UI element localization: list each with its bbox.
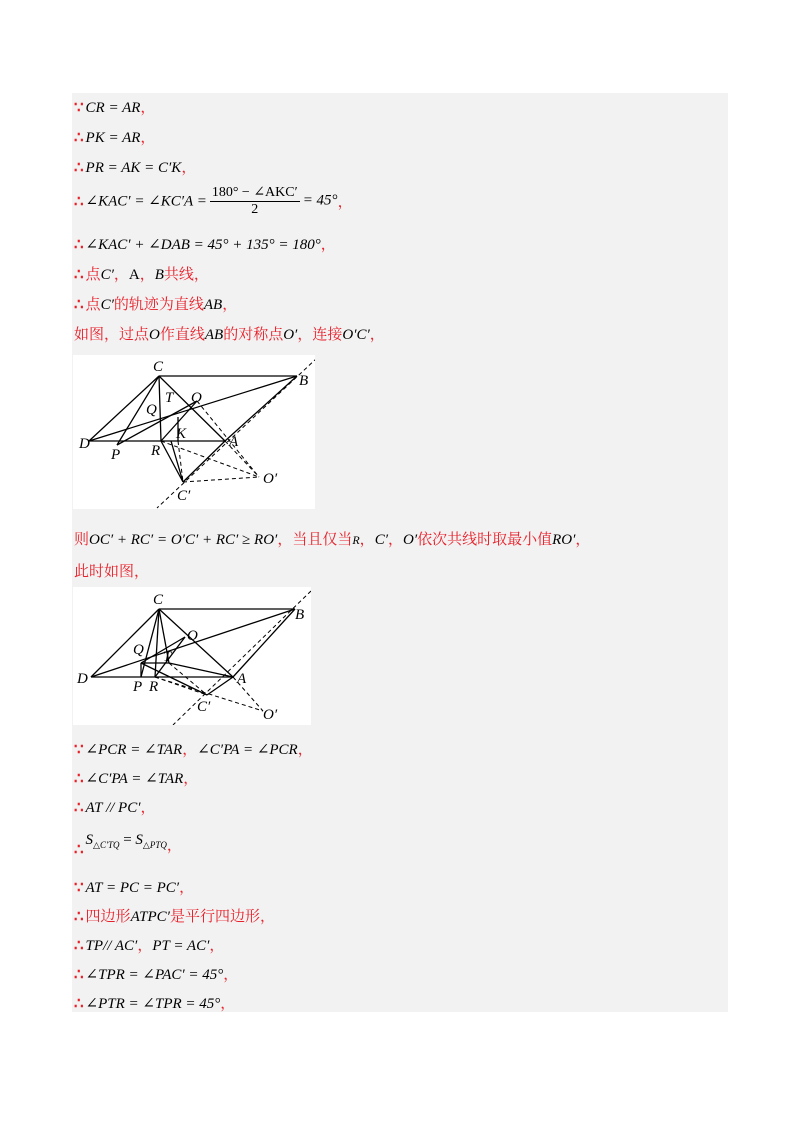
label-Q: Q bbox=[133, 642, 144, 658]
fraction bbox=[210, 184, 300, 218]
label-T: T bbox=[165, 390, 174, 406]
text: 点 bbox=[85, 267, 101, 283]
label-R: R bbox=[151, 443, 161, 459]
line-RC1 bbox=[161, 441, 183, 482]
punct: ， bbox=[182, 742, 198, 758]
label-A: A bbox=[237, 671, 247, 687]
segment-label: RO′ bbox=[552, 532, 576, 548]
punct: ， bbox=[297, 742, 313, 758]
text: 作直线 bbox=[159, 327, 205, 343]
math-expr: CR = AR bbox=[85, 100, 141, 116]
line-C1A bbox=[183, 441, 225, 482]
area-symbol: S bbox=[85, 832, 94, 848]
math-expr: ∠C′PA = ∠TAR bbox=[85, 771, 184, 787]
therefore-symbol: ∴ bbox=[74, 130, 84, 146]
area-subscript: △C′TQ bbox=[93, 840, 120, 850]
label-D: D bbox=[79, 436, 90, 452]
proof-line-19 bbox=[74, 992, 235, 1013]
punct: ， bbox=[113, 267, 129, 283]
proof-line-18 bbox=[74, 963, 238, 984]
segment-label: O′C′ bbox=[342, 327, 370, 343]
label-A: A bbox=[229, 434, 239, 450]
line-C1O1 bbox=[183, 477, 259, 482]
content-panel bbox=[72, 93, 728, 1012]
punct: ， bbox=[140, 100, 156, 116]
label-P: P bbox=[111, 447, 121, 463]
punct: ， bbox=[140, 800, 156, 816]
therefore-symbol: ∴ bbox=[74, 842, 84, 858]
proof-line-12 bbox=[74, 767, 198, 788]
point-label: O bbox=[149, 327, 160, 343]
text: ，当且仅当 bbox=[277, 532, 353, 548]
therefore-symbol: ∴ bbox=[74, 267, 84, 283]
text: 此时如图， bbox=[74, 564, 150, 580]
fraction-denominator: 2 bbox=[251, 202, 259, 217]
proof-line-16 bbox=[74, 905, 275, 926]
text: 共线， bbox=[163, 267, 209, 283]
text: 是平行四边形， bbox=[169, 909, 275, 925]
math-expr: ∠KAC′ = ∠KC′A = bbox=[85, 193, 207, 210]
punct: ， bbox=[137, 938, 153, 954]
text: ，连接 bbox=[297, 327, 343, 343]
line-RC1 bbox=[155, 677, 207, 695]
text: 的对称点 bbox=[223, 327, 284, 343]
proof-line-2 bbox=[74, 126, 155, 147]
punct: ， bbox=[181, 160, 197, 176]
line-label: AB bbox=[204, 327, 224, 343]
math-expr: ∠PCR = ∠TAR bbox=[85, 742, 183, 758]
math-expr: ∠KAC′ + ∠DAB = 45° + 135° = 180° bbox=[85, 237, 321, 253]
point-label: R bbox=[352, 533, 360, 547]
equals: = bbox=[119, 832, 136, 848]
therefore-symbol: ∴ bbox=[74, 771, 84, 787]
line-BA bbox=[225, 376, 297, 441]
point-label: B bbox=[154, 267, 164, 283]
label-B: B bbox=[295, 607, 305, 623]
punct: ， bbox=[359, 532, 375, 548]
therefore-symbol: ∴ bbox=[74, 237, 84, 253]
punct: ， bbox=[209, 938, 225, 954]
proof-line-6 bbox=[74, 263, 209, 284]
punct: ， bbox=[139, 267, 155, 283]
label-R: R bbox=[149, 679, 159, 695]
label-O1: O′ bbox=[263, 471, 278, 487]
punct: ， bbox=[222, 297, 238, 313]
math-expr: PK = AR bbox=[85, 130, 141, 146]
line-label: AB bbox=[203, 297, 223, 313]
proof-line-9 bbox=[74, 528, 590, 549]
math-expr: ∠PTR = ∠TPR = 45° bbox=[85, 996, 221, 1012]
text: 依次共线时取最小值 bbox=[417, 532, 553, 548]
label-K: K bbox=[176, 426, 187, 442]
label-C: C bbox=[153, 359, 164, 375]
geometry-figure-1 bbox=[73, 355, 315, 509]
fraction-numerator: 180° − ∠AKC′ bbox=[211, 185, 298, 200]
label-B: B bbox=[299, 373, 309, 389]
label-C1: C′ bbox=[197, 699, 211, 715]
proof-line-4 bbox=[74, 184, 353, 218]
proof-line-3 bbox=[74, 156, 196, 177]
proof-line-17 bbox=[74, 934, 224, 955]
figure-1-svg bbox=[73, 355, 315, 509]
therefore-symbol: ∴ bbox=[74, 800, 84, 816]
math-expr: AT // PC′ bbox=[85, 800, 141, 816]
punct: ， bbox=[220, 996, 236, 1012]
geometry-figure-2 bbox=[73, 587, 311, 725]
math-expr: = 45° bbox=[302, 192, 338, 209]
math-expr: ∠C′PA = ∠PCR bbox=[197, 742, 298, 758]
label-C: C bbox=[153, 592, 164, 608]
punct: ， bbox=[166, 838, 182, 854]
punct: ， bbox=[179, 880, 195, 896]
therefore-symbol: ∴ bbox=[74, 938, 84, 954]
point-label: C′ bbox=[100, 297, 114, 313]
proof-line-11 bbox=[74, 738, 313, 759]
area-symbol: S bbox=[135, 832, 143, 848]
punct: ， bbox=[140, 130, 156, 146]
math-expr: PT = AC′ bbox=[152, 938, 210, 954]
label-P: P bbox=[133, 679, 143, 695]
punct: ， bbox=[223, 967, 239, 983]
therefore-symbol: ∴ bbox=[74, 996, 84, 1012]
math-expr: TP// AC′ bbox=[85, 938, 138, 954]
line-TA bbox=[169, 663, 233, 677]
text: 四边形 bbox=[85, 909, 131, 925]
therefore-symbol: ∴ bbox=[74, 909, 84, 925]
punct: ， bbox=[320, 237, 336, 253]
line-CA bbox=[159, 376, 225, 441]
punct: ， bbox=[369, 327, 385, 343]
label-O: O bbox=[187, 628, 198, 644]
label-C1: C′ bbox=[177, 488, 191, 504]
math-expr: AT = PC = PC′ bbox=[85, 880, 180, 896]
proof-line-5 bbox=[74, 233, 336, 254]
text: 则 bbox=[74, 532, 90, 548]
because-symbol: ∵ bbox=[74, 880, 84, 896]
point-label: C′ bbox=[374, 532, 388, 548]
therefore-symbol: ∴ bbox=[74, 160, 84, 176]
math-expr: ∠TPR = ∠PAC′ = 45° bbox=[85, 967, 224, 983]
label-O1: O′ bbox=[263, 707, 278, 723]
punct: ， bbox=[387, 532, 403, 548]
line-DB bbox=[89, 376, 297, 441]
text: 的轨迹为直线 bbox=[113, 297, 204, 313]
math-expr: OC′ + RC′ = O′C′ + RC′ ≥ RO′ bbox=[89, 532, 278, 548]
quadrilateral-label: ATPC′ bbox=[130, 909, 170, 925]
point-label: O′ bbox=[403, 532, 418, 548]
punct: ， bbox=[183, 771, 199, 787]
proof-line-15 bbox=[74, 876, 194, 897]
proof-line-8 bbox=[74, 323, 385, 344]
figure-2-svg bbox=[73, 587, 311, 725]
label-D: D bbox=[77, 671, 88, 687]
line-CR bbox=[159, 376, 161, 441]
point-label: O′ bbox=[283, 327, 298, 343]
area-subscript: △PTQ bbox=[142, 840, 167, 850]
therefore-symbol: ∴ bbox=[74, 193, 84, 210]
label-T: T bbox=[163, 649, 172, 665]
therefore-symbol: ∴ bbox=[74, 297, 84, 313]
proof-line-13 bbox=[74, 796, 156, 817]
therefore-symbol: ∴ bbox=[74, 967, 84, 983]
text: 如图，过点 bbox=[74, 327, 150, 343]
point-label: C′ bbox=[100, 267, 114, 283]
punct: ， bbox=[575, 532, 591, 548]
line-dash-K bbox=[178, 441, 183, 482]
label-O: O bbox=[191, 390, 202, 406]
line-CR bbox=[155, 609, 159, 677]
proof-line-14 bbox=[74, 828, 182, 858]
point-label: A bbox=[128, 267, 140, 283]
proof-line-7 bbox=[74, 293, 237, 314]
text: 点 bbox=[85, 297, 101, 313]
proof-line-1 bbox=[74, 96, 155, 117]
label-Q: Q bbox=[146, 402, 157, 418]
because-symbol: ∵ bbox=[74, 742, 84, 758]
math-expr: PR = AK = C′K bbox=[85, 160, 182, 176]
because-symbol: ∵ bbox=[74, 100, 84, 116]
punct: ， bbox=[337, 194, 353, 211]
proof-line-10 bbox=[74, 560, 149, 581]
